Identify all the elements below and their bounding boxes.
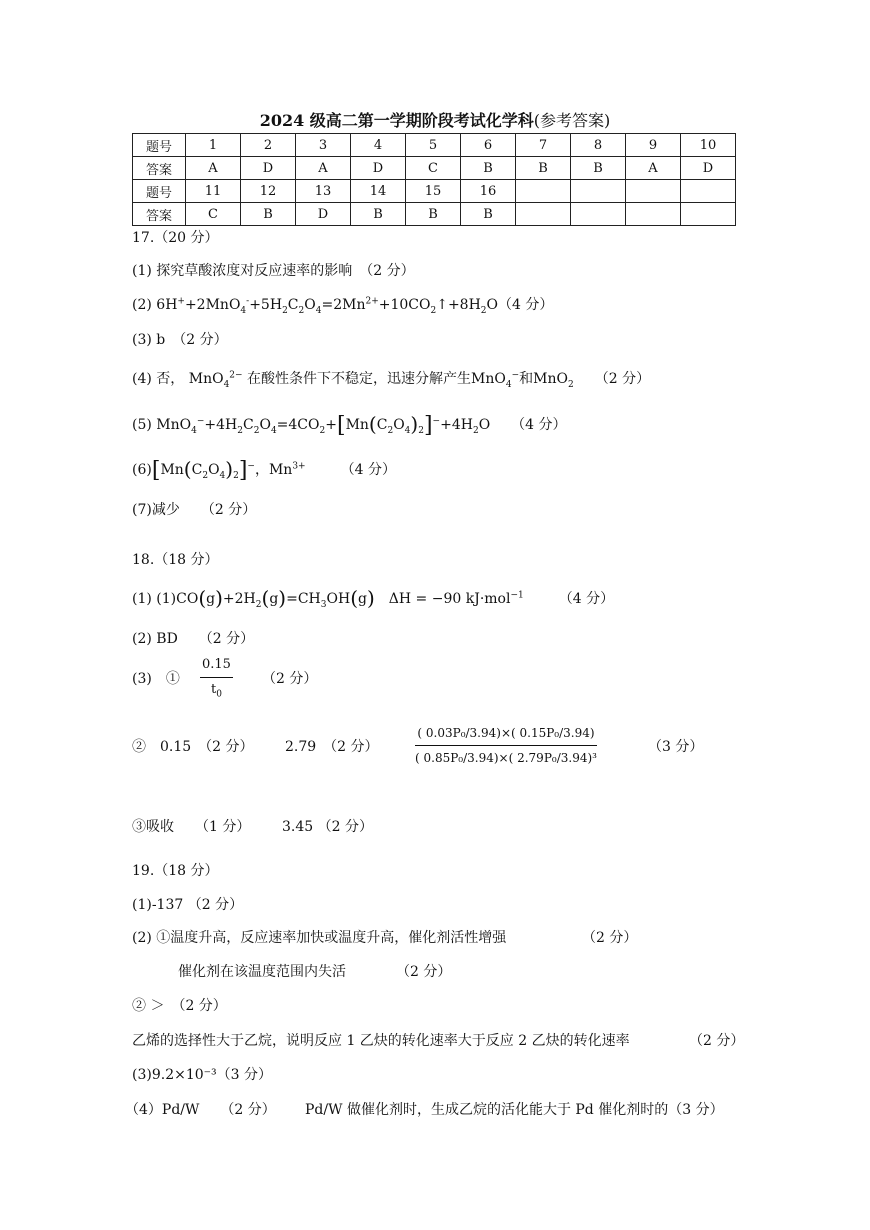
answer-table <box>132 133 736 226</box>
q18-2: (2) BD （2 分） <box>132 631 255 647</box>
q18-3-den: t <box>210 682 217 697</box>
table-cell <box>681 180 736 203</box>
q18-4-a: ② 0.15 （2 分） <box>132 739 254 755</box>
q17-1: (1) 探究草酸浓度对反应速率的影响 （2 分） <box>132 263 415 279</box>
table-cell: B <box>571 157 626 180</box>
q19-7-a: （4）Pd/W （2 分） <box>125 1102 276 1118</box>
table-row <box>133 157 736 180</box>
table-cell <box>571 203 626 226</box>
table-cell: 2 <box>241 134 296 157</box>
table-cell: 6 <box>461 134 516 157</box>
q19-5-score: （2 分） <box>689 1033 745 1049</box>
q18-1: (1) $(1)CO(g)+2H_2(g)=CH_3OH(g)$ ΔH = −90 kJ·mol$^{-1}$ （4 分） <box>132 586 615 610</box>
table-cell <box>571 180 626 203</box>
q18-3-num: 0.15 <box>200 656 233 678</box>
q19-3-score: （2 分） <box>396 964 452 980</box>
table-cell: 5 <box>406 134 461 157</box>
table-cell: C <box>406 157 461 180</box>
q18-1-prefix: (1) (1) <box>132 591 177 607</box>
table-cell: 13 <box>296 180 351 203</box>
table-cell: 题号 <box>133 134 186 157</box>
table-cell: 15 <box>406 180 461 203</box>
q18-5-b: 3.45 （2 分） <box>282 819 373 835</box>
table-cell: 8 <box>571 134 626 157</box>
q18-4-den: ( 0.85P₀/3.94)×( 2.79P₀/3.94)³ <box>415 751 597 765</box>
q17-4-score: （2 分） <box>601 371 651 387</box>
q17-5-prefix: (5) <box>132 417 152 433</box>
q17-6-score: （4 分） <box>347 462 396 478</box>
table-cell: 12 <box>241 180 296 203</box>
table-cell <box>626 203 681 226</box>
q17-2-score: （4 分） <box>498 297 554 313</box>
q17-7: (7)减少 （2 分） <box>132 502 257 518</box>
q19-2: (2) ①温度升高，反应速率加快或温度升高，催化剂活性增强 <box>132 930 507 946</box>
table-cell <box>681 203 736 226</box>
q19-header: 19.（18 分） <box>132 863 219 879</box>
q17-4-b: 在酸性条件下不稳定，迅速分解产生 <box>247 371 472 387</box>
title-text: 2024 级高二第一学期阶段考试化学科 <box>259 111 534 130</box>
table-cell: 1 <box>186 134 241 157</box>
q18-1-score: （4 分） <box>565 591 615 607</box>
q17-4-c: 和 <box>519 371 534 387</box>
q17-2-prefix: (2) 6H <box>132 297 178 313</box>
table-cell: D <box>681 157 736 180</box>
table-cell: D <box>296 203 351 226</box>
title-suffix: (参考答案) <box>533 111 611 130</box>
q18-3-fraction: $\frac{0.15}{t_0}$ <box>202 657 231 700</box>
table-cell: A <box>186 157 241 180</box>
table-cell: 14 <box>351 180 406 203</box>
table-row <box>133 203 736 226</box>
q19-4: ② ＞ （2 分） <box>132 998 227 1014</box>
table-cell <box>626 180 681 203</box>
table-cell: B <box>461 203 516 226</box>
table-cell: 3 <box>296 134 351 157</box>
q17-header: 17.（20 分） <box>132 230 219 246</box>
q18-3-score: （2 分） <box>262 671 318 687</box>
q17-5-score: （4 分） <box>518 417 567 433</box>
table-cell: D <box>351 157 406 180</box>
q19-1: (1)-137 （2 分） <box>132 897 244 913</box>
q17-4-a: (4) 否， <box>132 371 185 387</box>
q17-6: $(6)[Mn(C_2O_4)_2]^-$，$Mn^{3+}$ （4 分） <box>132 457 396 483</box>
q17-2: (2) $6H^++2MnO_4^-+5H_2C_2O_4=2Mn^{2+}+10CO_2↑+8H_2O(4$ 分） <box>132 296 554 316</box>
table-cell: 答案 <box>133 157 186 180</box>
table-cell: 答案 <box>133 203 186 226</box>
q18-4-num: ( 0.03P₀/3.94)×( 0.15P₀/3.94) <box>415 724 597 746</box>
q18-header: 18.（18 分） <box>132 552 219 568</box>
q18-4-fraction <box>415 724 597 767</box>
q19-2-score: （2 分） <box>582 930 638 946</box>
table-cell: B <box>241 203 296 226</box>
table-cell: 9 <box>626 134 681 157</box>
table-row <box>133 180 736 203</box>
q17-3: (3) b （2 分） <box>132 332 228 348</box>
table-cell: 16 <box>461 180 516 203</box>
page-title <box>0 108 870 131</box>
table-cell: B <box>351 203 406 226</box>
table-cell: B <box>461 157 516 180</box>
table-cell: 4 <box>351 134 406 157</box>
q19-3: 催化剂在该温度范围内失活 <box>178 964 346 980</box>
q17-6-prefix: (6) <box>132 462 152 478</box>
table-cell: 题号 <box>133 180 186 203</box>
table-cell <box>516 203 571 226</box>
table-cell: B <box>406 203 461 226</box>
q18-3-label: (3) ① <box>132 671 180 687</box>
table-cell: A <box>296 157 351 180</box>
table-cell <box>516 180 571 203</box>
table-cell: 7 <box>516 134 571 157</box>
table-cell: B <box>516 157 571 180</box>
table-cell: A <box>626 157 681 180</box>
q18-4-score: （3 分） <box>648 739 704 755</box>
q18-4-b: 2.79 （2 分） <box>285 739 379 755</box>
q19-7-b: Pd/W 做催化剂时，生成乙烷的活化能大于 Pd 催化剂时的（3 分） <box>305 1102 724 1118</box>
table-cell: 11 <box>186 180 241 203</box>
q19-6: (3)9.2×10⁻³（3 分） <box>132 1067 272 1083</box>
table-row <box>133 134 736 157</box>
table-cell: D <box>241 157 296 180</box>
q17-5: (5) $MnO_4^-+4H_2C_2O_4=4CO_2+[Mn(C_2O_4)_2]^-+4H_2O$ （4 分） <box>132 412 567 438</box>
q19-5: 乙烯的选择性大于乙烷，说明反应 1 乙炔的转化速率大于反应 2 乙炔的转化速率 <box>132 1033 630 1049</box>
table-cell: C <box>186 203 241 226</box>
q17-4: (4) 否， MnO$_4^{2-}$ 在酸性条件下不稳定，迅速分解产生MnO$_4$−和MnO$_2$ （2 分） <box>132 370 651 390</box>
table-cell: 10 <box>681 134 736 157</box>
q18-5-a: ③吸收 （1 分） <box>132 819 251 835</box>
